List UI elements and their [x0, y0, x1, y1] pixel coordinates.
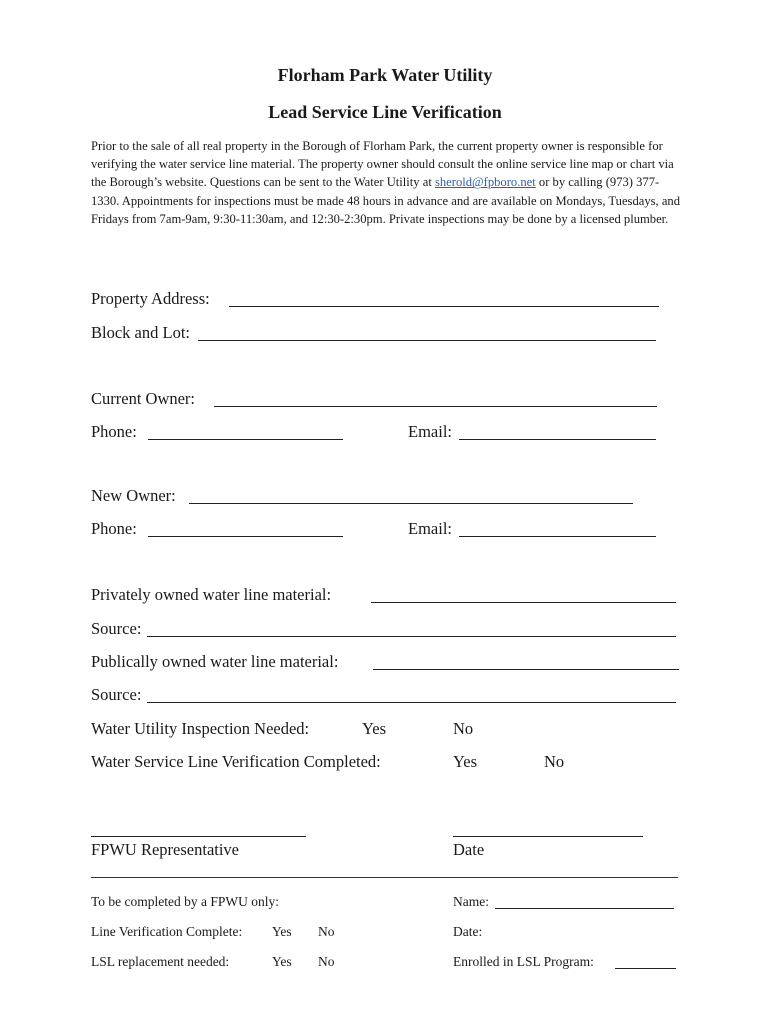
new-phone-field[interactable] [148, 536, 343, 537]
office-use-heading: To be completed by a FPWU only: [91, 894, 280, 909]
public-source-label: Source: [91, 685, 142, 704]
office-name-field[interactable] [495, 908, 674, 909]
date-signature-line[interactable] [453, 836, 643, 837]
line-verification-yes[interactable]: Yes [272, 924, 292, 939]
intro-paragraph [91, 137, 681, 228]
public-material-field[interactable] [373, 669, 679, 670]
new-owner-label: New Owner: [91, 486, 176, 505]
current-email-label: Email: [408, 422, 452, 441]
property-address-label: Property Address: [91, 289, 210, 308]
private-material-field[interactable] [371, 602, 676, 603]
line-verification-no[interactable]: No [318, 924, 335, 939]
office-date-label: Date: [453, 924, 483, 939]
new-phone-label: Phone: [91, 519, 137, 538]
email-link[interactable]: sherold@fpboro.net [434, 175, 536, 190]
current-owner-field[interactable] [214, 406, 657, 407]
private-source-label: Source: [91, 619, 142, 638]
current-phone-field[interactable] [148, 439, 343, 440]
office-name-label: Name: [453, 894, 489, 909]
private-source-field[interactable] [147, 636, 676, 637]
property-address-field[interactable] [229, 306, 659, 307]
enrolled-label: Enrolled in LSL Program: [453, 954, 594, 969]
line-verification-label: Line Verification Complete: [91, 924, 243, 939]
current-owner-label: Current Owner: [91, 389, 196, 408]
intro-text-start: Prior to the sale of all real property in the Borough of Florham Park, the current property owner is responsible for verifying the water service line material. The property owner should consult the online service line map or chart via the Borough’s website. Questions can be sent to the Water Utility at [91, 139, 674, 190]
enrolled-field[interactable] [615, 968, 676, 969]
lsl-needed-yes[interactable]: Yes [272, 954, 292, 969]
public-source-field[interactable] [147, 702, 676, 703]
representative-signature-line[interactable] [91, 836, 306, 837]
block-lot-field[interactable] [198, 340, 656, 341]
public-material-label: Publically owned water line material: [91, 652, 339, 671]
lsl-needed-label: LSL replacement needed: [91, 954, 230, 969]
inspection-needed-label: Water Utility Inspection Needed: [91, 719, 310, 738]
private-material-label: Privately owned water line material: [91, 585, 332, 604]
document-title: Florham Park Water Utility [277, 65, 493, 85]
document-subtitle: Lead Service Line Verification [268, 102, 502, 122]
verification-no-option[interactable]: No [544, 752, 565, 771]
date-label: Date [453, 840, 485, 859]
section-divider [91, 877, 678, 878]
intro-text-end: or by calling (973) 377-1330. Appointments for inspections must be made 48 hours in advance and are available on Mondays, Tuesdays, and Fridays from 7am-9am, 9:30-11:30am, and 12:30-2:30pm. Private inspections may be done by a licensed plumber. [91, 175, 681, 226]
block-lot-label: Block and Lot: [91, 323, 190, 342]
inspection-yes-option[interactable]: Yes [362, 719, 387, 738]
inspection-no-option[interactable]: No [453, 719, 474, 738]
verification-completed-label: Water Service Line Verification Completed: [91, 752, 381, 771]
lsl-needed-no[interactable]: No [318, 954, 335, 969]
current-phone-label: Phone: [91, 422, 137, 441]
current-email-field[interactable] [459, 439, 656, 440]
representative-label: FPWU Representative [91, 840, 240, 859]
new-email-label: Email: [408, 519, 452, 538]
verification-yes-option[interactable]: Yes [453, 752, 478, 771]
new-owner-field[interactable] [189, 503, 633, 504]
new-email-field[interactable] [459, 536, 656, 537]
